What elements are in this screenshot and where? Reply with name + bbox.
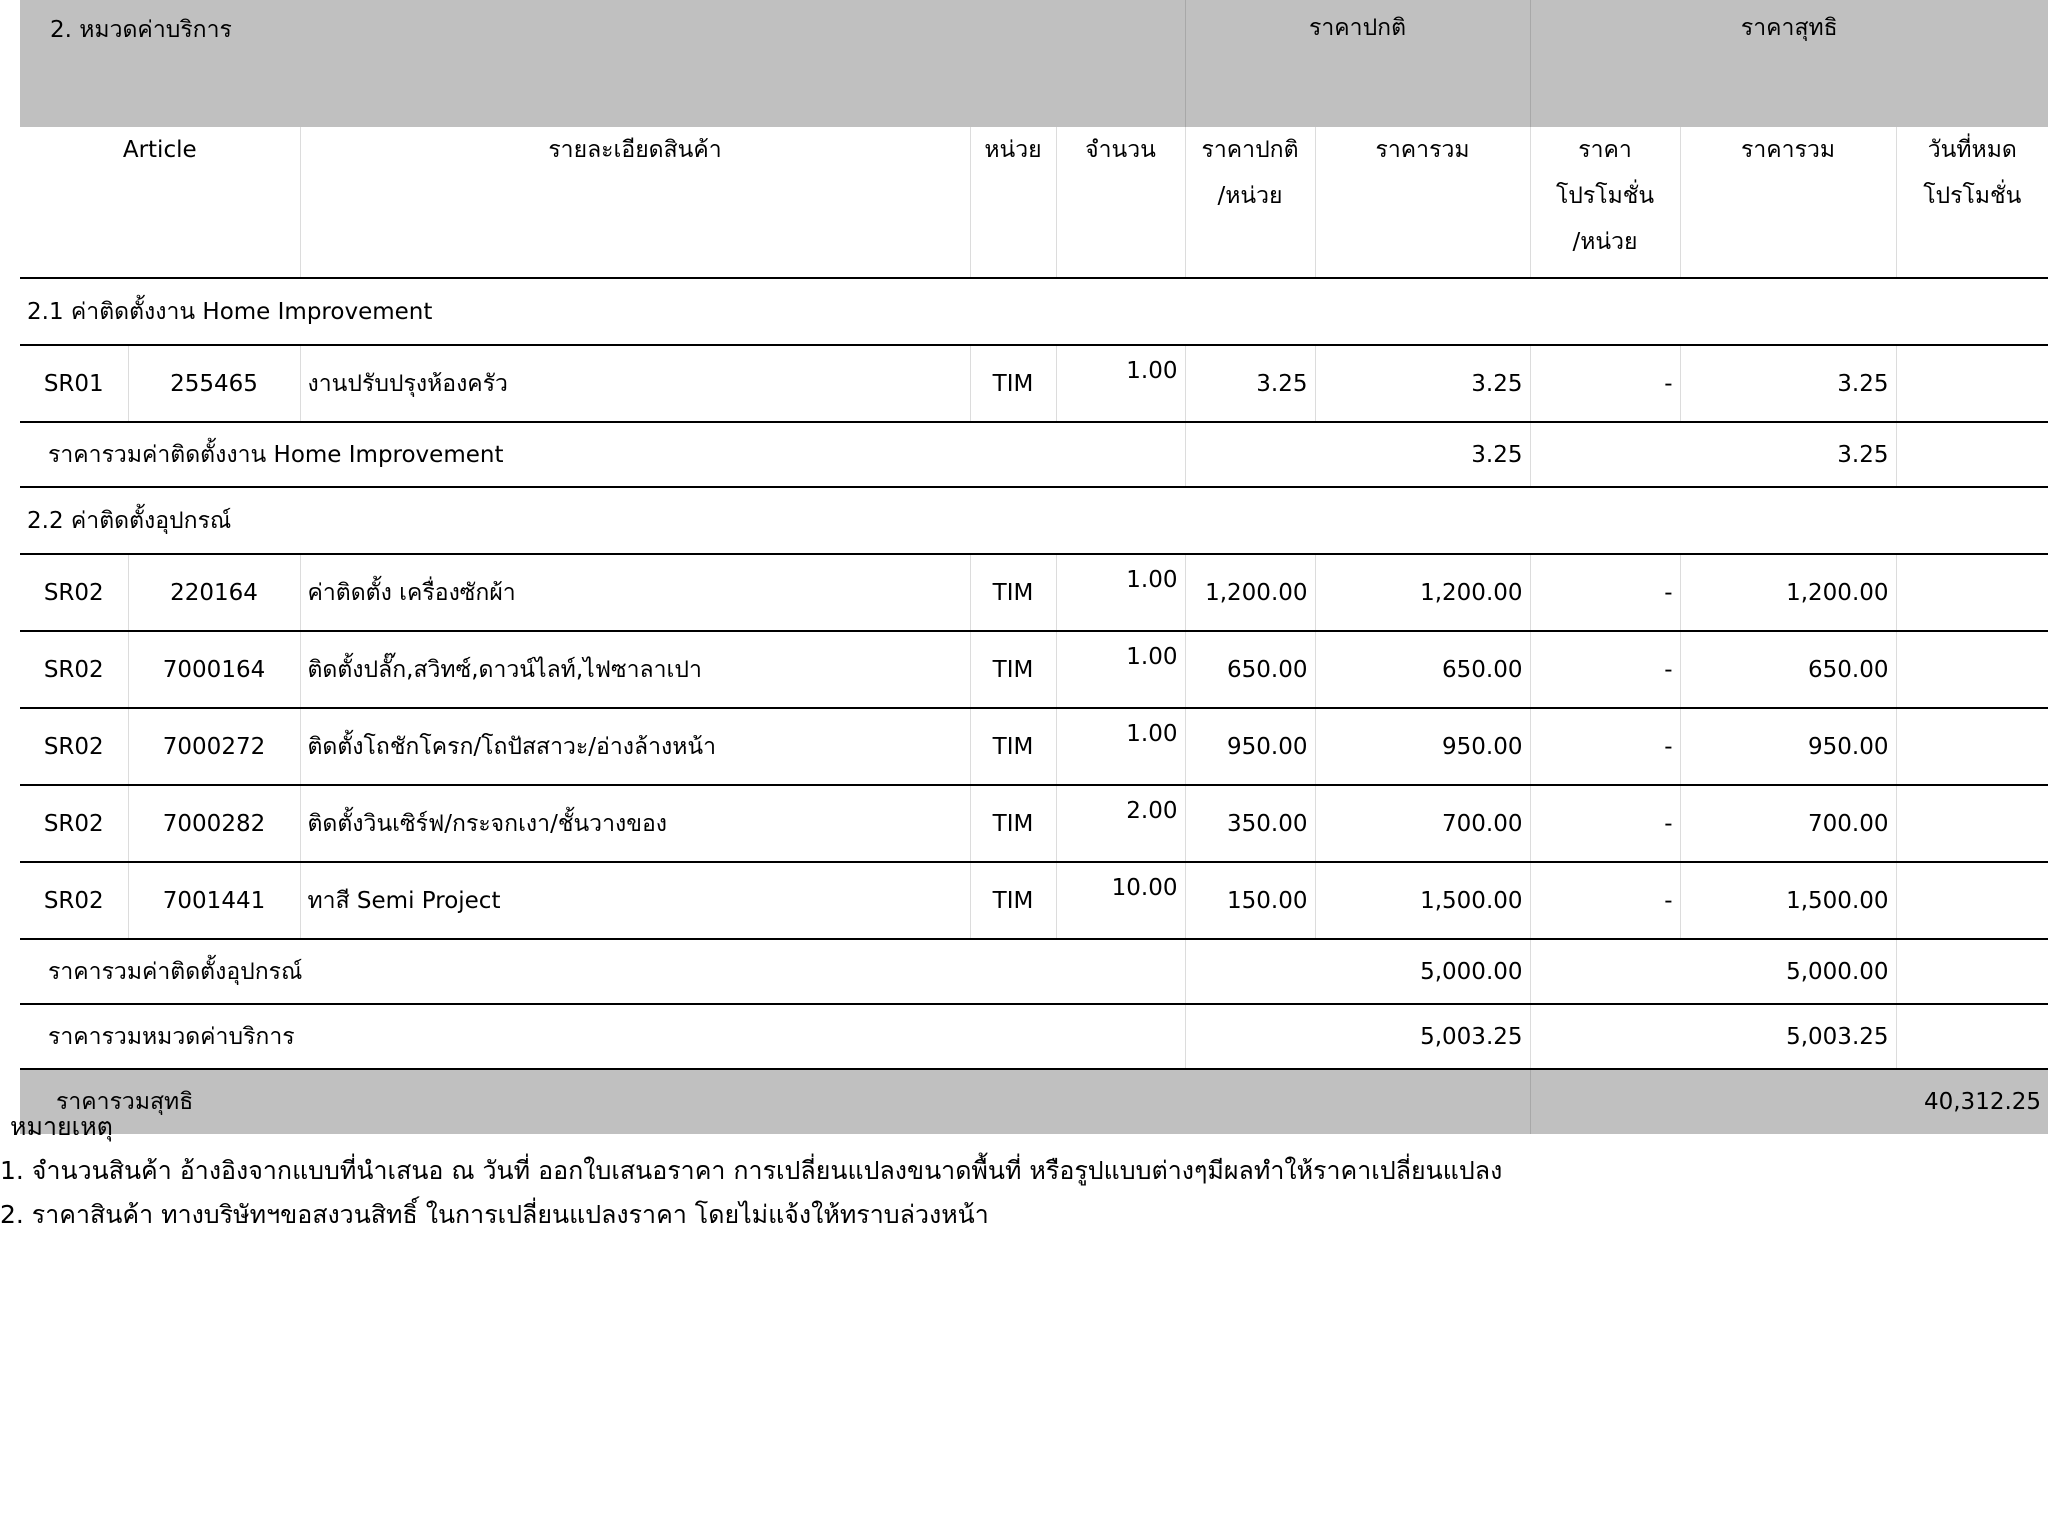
item-description: งานปรับปรุงห้องครัว xyxy=(300,345,970,422)
col-promo-end xyxy=(1896,127,2048,278)
item-total: 700.00 xyxy=(1315,785,1530,862)
item-promo-price: - xyxy=(1530,785,1680,862)
col-article: Article xyxy=(20,127,300,278)
item-article: 220164 xyxy=(128,554,300,631)
item-total: 3.25 xyxy=(1315,345,1530,422)
item-article: 7001441 xyxy=(128,862,300,939)
item-article: 7000164 xyxy=(128,631,300,708)
subtotal-normal: 5,000.00 xyxy=(1185,939,1530,1004)
col-description: รายละเอียดสินค้า xyxy=(300,127,970,278)
subtotal-empty xyxy=(1896,939,2048,1004)
item-code: SR02 xyxy=(20,862,128,939)
item-unit-price: 1,200.00 xyxy=(1185,554,1315,631)
group-net-price: ราคาสุทธิ xyxy=(1530,0,2048,127)
item-net-total: 1,200.00 xyxy=(1680,554,1896,631)
subtotal-empty xyxy=(1896,422,2048,487)
item-unit: TIM xyxy=(970,785,1056,862)
item-description: ติดตั้งปลั๊ก,สวิทซ์,ดาวน์ไลท์,ไฟซาลาเปา xyxy=(300,631,970,708)
table-row xyxy=(20,862,2048,939)
item-promo-end xyxy=(1896,862,2048,939)
grand-total-value: 40,312.25 xyxy=(1530,1069,2048,1134)
item-unit: TIM xyxy=(970,554,1056,631)
grand-total-label: ราคารวมสุทธิ xyxy=(20,1069,1530,1134)
category-total-normal: 5,003.25 xyxy=(1185,1004,1530,1069)
item-description: ทาสี Semi Project xyxy=(300,862,970,939)
item-unit: TIM xyxy=(970,862,1056,939)
col-unit: หน่วย xyxy=(970,127,1056,278)
item-unit-price: 950.00 xyxy=(1185,708,1315,785)
item-description: ค่าติดตั้ง เครื่องซักผ้า xyxy=(300,554,970,631)
col-unit-price-line1: ราคาปกติ xyxy=(1201,137,1299,163)
item-total: 1,200.00 xyxy=(1315,554,1530,631)
subtotal-net: 3.25 xyxy=(1530,422,1896,487)
table-row xyxy=(20,345,2048,422)
col-promo-line1: ราคา xyxy=(1578,137,1632,163)
col-promo-line2: โปรโมชั่น xyxy=(1555,183,1655,209)
col-promo-price xyxy=(1530,127,1680,278)
section-header: 2.2 ค่าติดตั้งอุปกรณ์ xyxy=(20,487,2048,554)
item-promo-end xyxy=(1896,345,2048,422)
item-article: 255465 xyxy=(128,345,300,422)
item-qty: 10.00 xyxy=(1056,862,1185,939)
table-row xyxy=(20,708,2048,785)
category-total-net: 5,003.25 xyxy=(1530,1004,1896,1069)
table-row xyxy=(20,785,2048,862)
table-row xyxy=(20,631,2048,708)
item-net-total: 3.25 xyxy=(1680,345,1896,422)
item-qty: 1.00 xyxy=(1056,345,1185,422)
item-unit-price: 650.00 xyxy=(1185,631,1315,708)
col-net-total: ราคารวม xyxy=(1680,127,1896,278)
item-promo-end xyxy=(1896,785,2048,862)
item-unit-price: 350.00 xyxy=(1185,785,1315,862)
col-promo-end-line2: โปรโมชั่น xyxy=(1923,183,2022,209)
note-item: 2. ราคาสินค้า ทางบริษัทฯขอสงวนสิทธิ์ ในการเปลี่ยนแปลงราคา โดยไม่แจ้งให้ทราบล่วงหน้า xyxy=(0,1200,989,1229)
item-article: 7000272 xyxy=(128,708,300,785)
item-code: SR02 xyxy=(20,554,128,631)
note-item: 1. จำนวนสินค้า อ้างอิงจากแบบที่นำเสนอ ณ วันที่ ออกใบเสนอราคา การเปลี่ยนแปลงขนาดพื้นที่ หรือรูปแบบต่างๆมีผลทำให้ราคาเปลี่ยนแปลง xyxy=(0,1156,1503,1185)
section-title: 2. หมวดค่าบริการ xyxy=(20,0,1185,127)
item-promo-end xyxy=(1896,708,2048,785)
col-promo-line3: /หน่วย xyxy=(1572,229,1638,255)
subtotal-net: 5,000.00 xyxy=(1530,939,1896,1004)
section-header-row xyxy=(20,487,2048,554)
item-unit-price: 150.00 xyxy=(1185,862,1315,939)
item-qty: 2.00 xyxy=(1056,785,1185,862)
category-total-empty xyxy=(1896,1004,2048,1069)
item-promo-end xyxy=(1896,631,2048,708)
subtotal-normal: 3.25 xyxy=(1185,422,1530,487)
item-unit: TIM xyxy=(970,708,1056,785)
item-promo-price: - xyxy=(1530,345,1680,422)
subtotal-row xyxy=(20,422,2048,487)
subtotal-label: ราคารวมค่าติดตั้งอุปกรณ์ xyxy=(20,939,1185,1004)
item-unit: TIM xyxy=(970,345,1056,422)
item-promo-price: - xyxy=(1530,708,1680,785)
service-quote-table xyxy=(20,0,2048,1134)
item-description: ติดตั้งโถชักโครก/โถปัสสาวะ/อ่างล้างหน้า xyxy=(300,708,970,785)
col-total: ราคารวม xyxy=(1315,127,1530,278)
col-unit-price-line2: /หน่วย xyxy=(1217,183,1283,209)
col-unit-price xyxy=(1185,127,1315,278)
item-code: SR02 xyxy=(20,631,128,708)
subtotal-label: ราคารวมค่าติดตั้งงาน Home Improvement xyxy=(20,422,1185,487)
item-total: 950.00 xyxy=(1315,708,1530,785)
item-unit-price: 3.25 xyxy=(1185,345,1315,422)
item-code: SR01 xyxy=(20,345,128,422)
col-qty: จำนวน xyxy=(1056,127,1185,278)
col-promo-end-line1: วันที่หมด xyxy=(1927,137,2017,163)
section-header: 2.1 ค่าติดตั้งงาน Home Improvement xyxy=(20,278,2048,345)
item-total: 650.00 xyxy=(1315,631,1530,708)
item-net-total: 950.00 xyxy=(1680,708,1896,785)
item-article: 7000282 xyxy=(128,785,300,862)
item-qty: 1.00 xyxy=(1056,554,1185,631)
category-total-label: ราคารวมหมวดค่าบริการ xyxy=(20,1004,1185,1069)
section-header-row xyxy=(20,278,2048,345)
table-row xyxy=(20,554,2048,631)
item-promo-end xyxy=(1896,554,2048,631)
item-qty: 1.00 xyxy=(1056,708,1185,785)
subtotal-row xyxy=(20,939,2048,1004)
category-header-row xyxy=(20,0,2048,127)
item-unit: TIM xyxy=(970,631,1056,708)
column-header-row xyxy=(20,127,2048,278)
item-code: SR02 xyxy=(20,785,128,862)
group-normal-price: ราคาปกติ xyxy=(1185,0,1530,127)
item-promo-price: - xyxy=(1530,862,1680,939)
item-total: 1,500.00 xyxy=(1315,862,1530,939)
notes xyxy=(0,1105,1502,1237)
item-promo-price: - xyxy=(1530,554,1680,631)
item-qty: 1.00 xyxy=(1056,631,1185,708)
category-total-row xyxy=(20,1004,2048,1069)
item-promo-price: - xyxy=(1530,631,1680,708)
item-code: SR02 xyxy=(20,708,128,785)
item-net-total: 700.00 xyxy=(1680,785,1896,862)
notes-heading: หมายเหตุ xyxy=(10,1112,113,1141)
item-description: ติดตั้งวินเซิร์ฟ/กระจกเงา/ชั้นวางของ xyxy=(300,785,970,862)
item-net-total: 650.00 xyxy=(1680,631,1896,708)
item-net-total: 1,500.00 xyxy=(1680,862,1896,939)
